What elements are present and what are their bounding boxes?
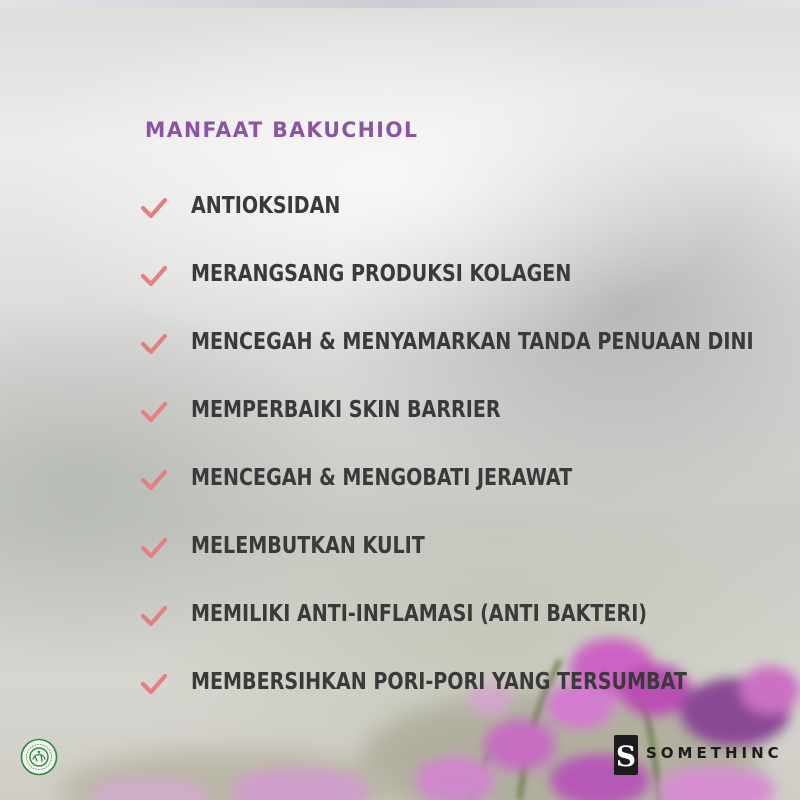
list-item	[140, 460, 740, 500]
brand-s-icon	[614, 735, 638, 775]
list-item	[140, 256, 740, 296]
list-item	[140, 596, 740, 636]
benefit-label: MENCEGAH & MENGOBATI JERAWAT	[191, 465, 573, 491]
list-item	[140, 324, 754, 364]
check-icon	[140, 400, 168, 424]
benefit-label: MERANGSANG PRODUKSI KOLAGEN	[191, 261, 572, 287]
page-title: MANFAAT BAKUCHIOL	[145, 118, 419, 142]
check-icon	[140, 672, 168, 696]
benefit-label: MEMPERBAIKI SKIN BARRIER	[191, 397, 501, 423]
check-icon	[140, 332, 168, 356]
check-icon	[140, 196, 168, 220]
check-icon	[140, 468, 168, 492]
svg-text:S: S	[615, 740, 637, 773]
list-item	[140, 188, 740, 228]
benefit-label: ANTIOKSIDAN	[191, 193, 341, 219]
check-icon	[140, 536, 168, 560]
brand-logo	[614, 735, 794, 775]
check-icon	[140, 604, 168, 628]
list-item	[140, 664, 740, 704]
list-item	[140, 392, 740, 432]
halal-logo-icon	[20, 738, 58, 776]
list-item	[140, 528, 740, 568]
check-icon	[140, 264, 168, 288]
brand-name: SOMETHINC	[646, 744, 783, 762]
benefit-label: MELEMBUTKAN KULIT	[191, 533, 425, 559]
benefit-label: MEMILIKI ANTI-INFLAMASI (ANTI BAKTERI)	[191, 601, 648, 627]
benefit-label: MEMBERSIHKAN PORI-PORI YANG TERSUMBAT	[191, 669, 687, 695]
benefit-label: MENCEGAH & MENYAMARKAN TANDA PENUAAN DINI	[191, 329, 754, 355]
